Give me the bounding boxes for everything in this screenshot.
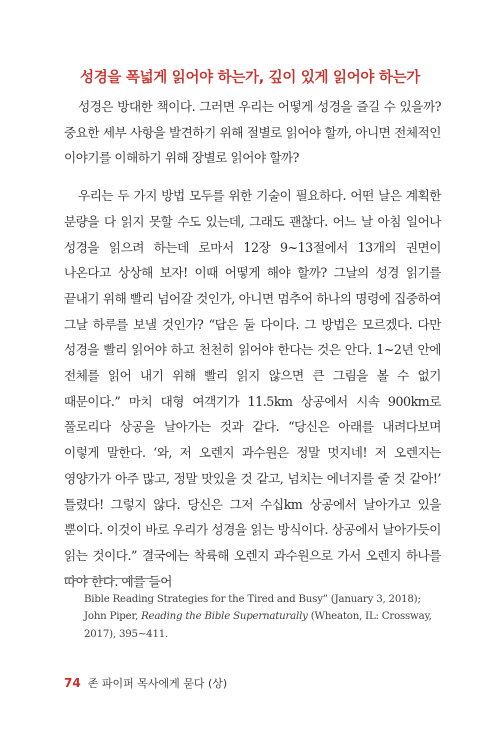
running-title: 존 파이퍼 목사에게 묻다 (상) [87,677,228,690]
footnote-line: 2017), 395~411. [84,628,169,640]
page-footer [64,675,227,691]
book-title: Reading the Bible Supernaturally [141,611,308,623]
paragraph: 우리는 두 가지 방법 모두를 위한 기술이 필요하다. 어떤 날은 계획한 분량을 다 읽지 못할 수도 있는데, 그래도 괜찮다. 어느 날 아침 일어나 성경을 읽으려 하는데 로마서 12장 9~13절에서 13개의 권면이 나온다고 상상해 보자! 이때 어떻게 해야 할까? 그날의 성경 읽기를 끝내기 위해 빨리 넘어갈 것인가, 아니면 멈추어 하나의 명령에 집중하여 그날 하루를 보낼 것인가? “답은 둘 다이다. 그 방법은 모르겠다. 다만 성경을 빨리 읽어야 하고 천천히 읽어야 한다는 것은 안다. 1~2년 안에 전체를 읽어 내기 위해 빨리 읽지 않으면 큰 그림을 볼 수 없기 때문이다.” 마치 대형 여객기가 11.5km 상공에서 시속 900km로 풀로리다 상공을 날아가는 것과 같다. “당신은 아래를 내려다보며 이렇게 말한다. ‘와, 저 오렌지 과수원은 정말 멋지네! 저 오렌지는 영양가가 아주 많고, 정말 맛있을 것 같고, 넘치는 에너지를 줄 것 같아!’ 틀렸다! 그렇지 않다. 당신은 그저 수십km 상공에서 날아가고 있을 뿐이다. 이것이 바로 우리가 성경을 읽는 방식이다. 상공에서 날아가듯이 읽는 것이다.” 결국에는 착륙해 오렌지 과수원으로 가서 오렌지 하나를 따야 한다. 예를 들어 [64,188,441,589]
footnote-line: Bible Reading Strategies for the Tired and Busy” (January 3, 2018); [84,594,421,605]
section-heading: 성경을 폭넓게 읽어야 하는가, 깊이 있게 읽어야 하는가 [80,70,420,86]
footnote-divider [64,578,152,579]
body-text [64,94,441,606]
footnote-text: (Wheaton, IL: Crossway, [307,611,432,623]
footnote [84,591,441,643]
page-number: 74 [64,676,81,690]
footnote-text: John Piper, [84,611,142,623]
paragraph: 성경은 방대한 책이다. 그러면 우리는 어떻게 성경을 즐길 수 있을까? 중요한 세부 사항을 발견하기 위해 절별로 읽어야 할까, 아니면 전체적인 이야기를 이해하기 위해 장별로 읽어야 할까? [64,99,441,166]
footnote-line [84,608,441,625]
